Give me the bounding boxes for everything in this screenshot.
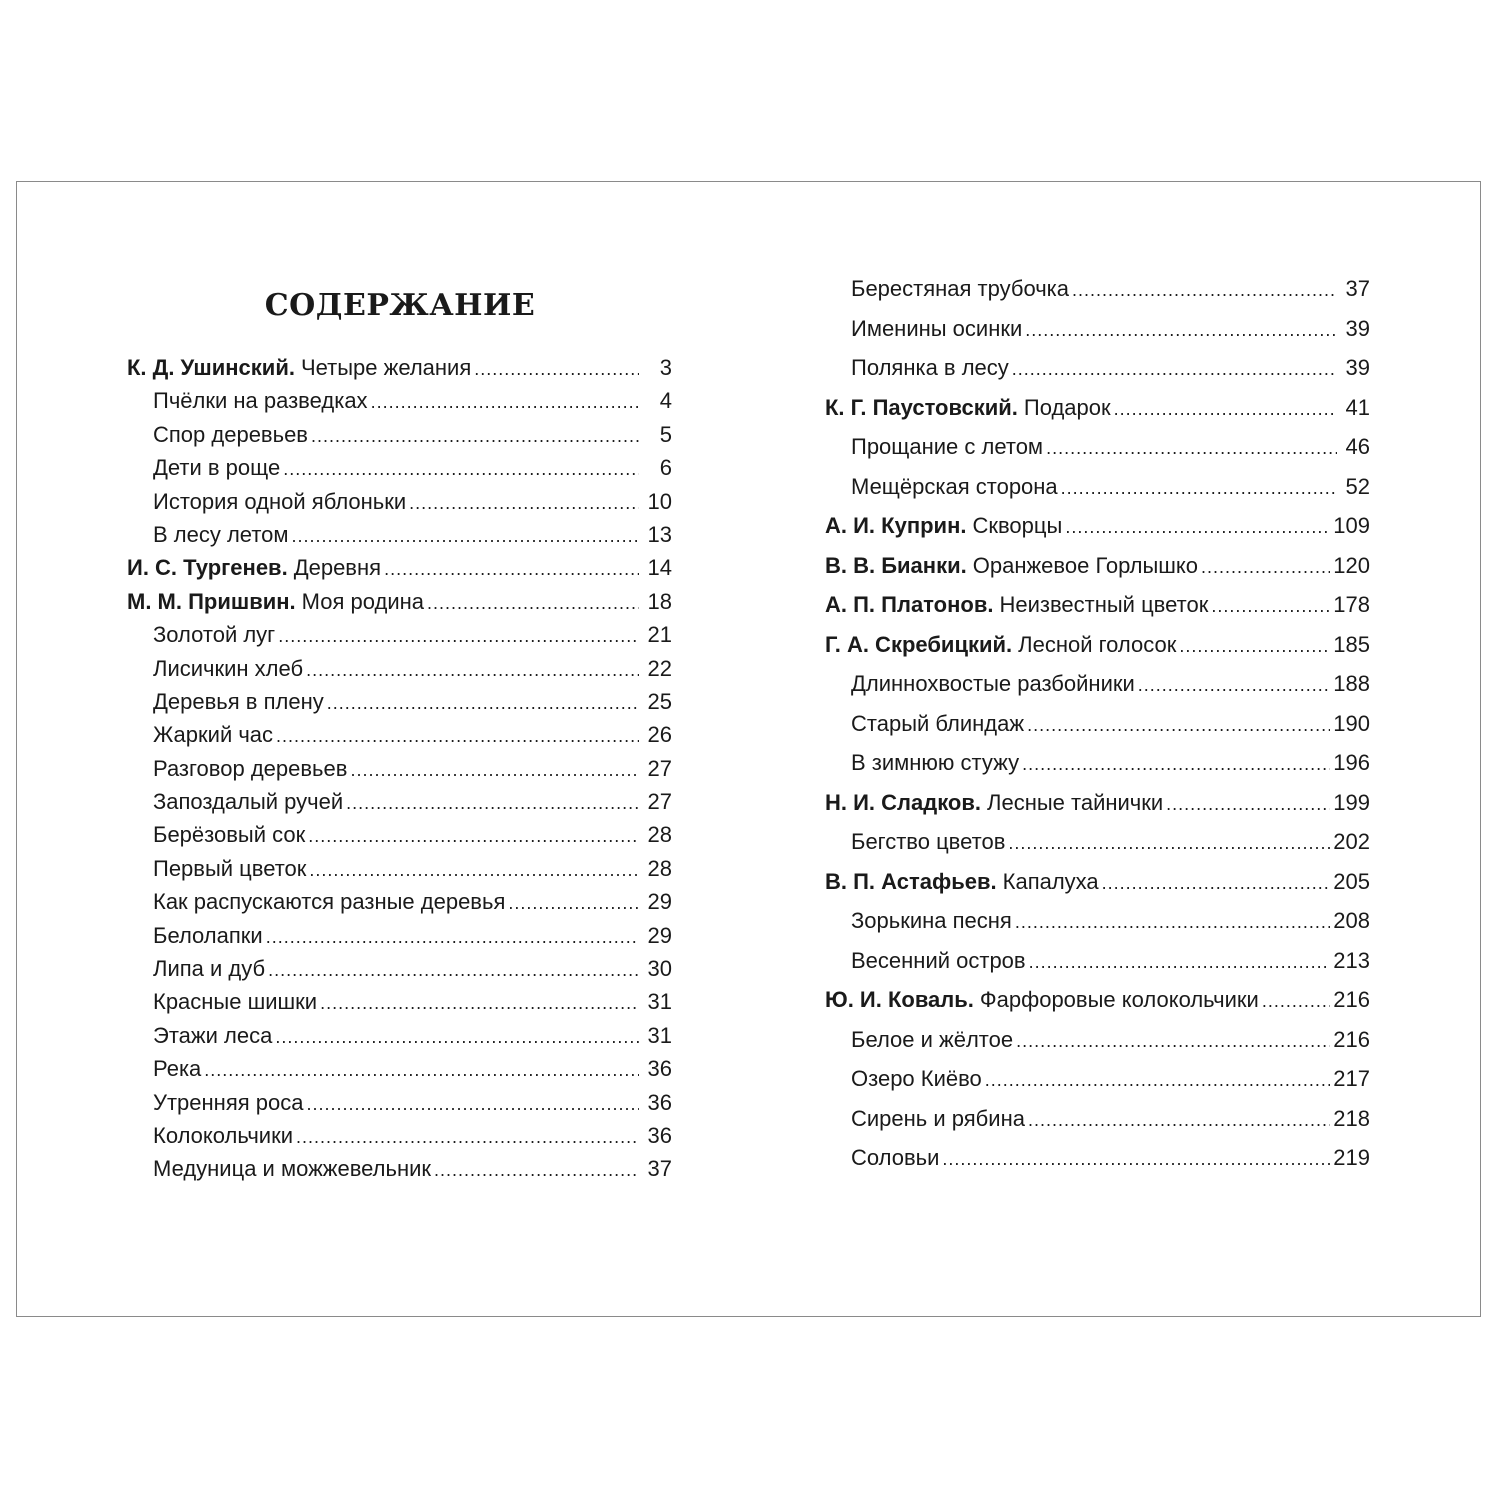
toc-page-number: 3 — [659, 355, 672, 380]
dot-leader — [350, 752, 639, 787]
dot-leader — [1015, 901, 1330, 943]
toc-entry-text — [825, 585, 1208, 625]
toc-entry — [825, 704, 1370, 744]
toc-entry — [127, 718, 672, 751]
dot-leader — [985, 1059, 1330, 1101]
toc-story-title: Лисичкин хлеб — [153, 655, 304, 681]
dot-leader — [1061, 467, 1337, 509]
toc-page-number: 202 — [1333, 829, 1370, 854]
toc-entry — [825, 901, 1370, 941]
toc-story-title: Сирень и рябина — [851, 1105, 1025, 1131]
dot-leader — [1027, 704, 1330, 746]
toc-page-number: 30 — [647, 956, 672, 982]
dot-leader — [508, 885, 639, 920]
toc-page-number: 213 — [1333, 947, 1370, 973]
toc-entry-text — [825, 546, 1198, 586]
toc-story-title: Старый блиндаж — [851, 710, 1025, 736]
dot-leader — [409, 485, 639, 520]
dot-leader — [306, 1086, 639, 1121]
toc-story-title: Капалуха — [1002, 868, 1099, 894]
toc-entry — [825, 625, 1370, 665]
toc-author: А. И. Куприн. — [825, 513, 967, 538]
toc-entry-text — [127, 652, 303, 685]
toc-entry-text — [825, 783, 1163, 823]
dot-leader — [1025, 309, 1337, 351]
dot-leader — [1022, 743, 1330, 785]
dot-leader — [427, 585, 639, 620]
toc-entry — [825, 1099, 1370, 1139]
toc-entry-text — [825, 1099, 1025, 1139]
toc-page-number: 28 — [647, 855, 672, 881]
toc-page-number: 46 — [1345, 434, 1370, 459]
toc-entry — [127, 852, 672, 885]
toc-story-title: Озеро Киёво — [851, 1066, 982, 1091]
dot-leader — [320, 985, 639, 1020]
toc-story-title: Прощание с летом — [851, 434, 1044, 459]
toc-page-number: 36 — [647, 1089, 672, 1115]
toc-entry-text — [825, 901, 1012, 941]
dot-leader — [278, 618, 639, 653]
toc-entry — [127, 384, 672, 417]
toc-author: Г. А. Скребицкий. — [825, 631, 1013, 657]
dot-leader — [434, 1152, 639, 1187]
toc-entry-text — [825, 704, 1024, 744]
toc-entry-text — [127, 1119, 293, 1152]
dot-leader — [327, 685, 639, 720]
toc-entry-text — [127, 752, 347, 785]
toc-author: Ю. И. Коваль. — [825, 987, 974, 1012]
toc-story-title: Разговор деревьев — [153, 755, 348, 781]
toc-page-number: 109 — [1333, 513, 1370, 538]
toc-story-title: Пчёлки на разведках — [153, 388, 368, 414]
toc-entry — [127, 518, 672, 551]
toc-entry-text — [825, 388, 1111, 428]
dot-leader — [384, 551, 639, 586]
toc-entry — [825, 743, 1370, 783]
toc-entry-text — [825, 980, 1259, 1020]
toc-entry — [127, 618, 672, 651]
toc-entry-text — [127, 985, 317, 1018]
toc-entry-text — [127, 518, 289, 551]
dot-leader — [1201, 546, 1330, 588]
toc-author: В. П. Астафьев. — [825, 868, 997, 894]
dot-leader — [1102, 862, 1331, 904]
toc-entry-text — [127, 485, 406, 518]
dot-leader — [266, 919, 639, 954]
toc-story-title: Лесной голосок — [1018, 631, 1177, 657]
toc-story-title: Жаркий час — [153, 722, 274, 748]
dot-leader — [1028, 1099, 1330, 1141]
dot-leader — [474, 351, 639, 386]
toc-story-title: Колокольчики — [153, 1122, 294, 1148]
dot-leader — [1016, 1020, 1330, 1062]
toc-entry-text — [127, 1086, 303, 1119]
toc-entry — [825, 862, 1370, 902]
dot-leader — [1072, 269, 1337, 311]
toc-entry-text — [825, 506, 1062, 546]
toc-page-number: 36 — [647, 1056, 672, 1082]
toc-story-title: Оранжевое Горлышко — [972, 552, 1199, 578]
toc-entry-text — [127, 1052, 201, 1085]
toc-page-number: 26 — [647, 722, 672, 748]
toc-entry-text — [825, 743, 1019, 783]
toc-page-number: 37 — [647, 1156, 672, 1182]
toc-entry-text — [127, 952, 265, 985]
dot-leader — [346, 785, 639, 820]
toc-story-title: Мещёрская сторона — [851, 473, 1058, 499]
dot-leader — [1179, 625, 1330, 667]
toc-page-number: 217 — [1333, 1066, 1370, 1091]
toc-entry — [825, 664, 1370, 704]
toc-entry — [127, 919, 672, 952]
toc-page-number: 216 — [1333, 987, 1370, 1012]
dot-leader — [292, 518, 639, 553]
toc-entry-text — [825, 1059, 982, 1099]
dot-leader — [1065, 506, 1330, 548]
dot-leader — [1138, 664, 1331, 706]
toc-entry — [127, 1152, 672, 1185]
toc-page-number: 28 — [647, 822, 672, 848]
toc-entry — [127, 985, 672, 1018]
toc-entry-text — [127, 718, 273, 751]
toc-page-number: 218 — [1333, 1105, 1370, 1131]
toc-story-title: Липа и дуб — [153, 956, 266, 982]
toc-entry-text — [825, 941, 1026, 981]
toc-page-number: 4 — [659, 388, 672, 414]
toc-story-title: Четыре желания — [300, 355, 472, 380]
toc-entry — [127, 752, 672, 785]
toc-story-title: Этажи леса — [153, 1022, 273, 1048]
page-title: СОДЕРЖАНИЕ — [264, 288, 536, 323]
toc-entry — [825, 1020, 1370, 1060]
toc-entry — [825, 309, 1370, 349]
toc-entry-text — [825, 427, 1043, 467]
toc-page-number: 29 — [647, 889, 672, 915]
toc-page-number: 31 — [647, 1022, 672, 1048]
toc-story-title: Деревья в плену — [153, 688, 324, 714]
toc-entry — [825, 546, 1370, 586]
dot-leader — [942, 1138, 1330, 1180]
toc-entry — [825, 506, 1370, 546]
toc-page-number: 41 — [1345, 394, 1370, 420]
toc-author: А. П. Платонов. — [825, 592, 994, 617]
toc-page-number: 18 — [647, 588, 672, 614]
toc-story-title: Фарфоровые колокольчики — [979, 987, 1259, 1012]
toc-entry — [127, 1052, 672, 1085]
toc-story-title: Река — [153, 1056, 202, 1082]
toc-entry — [825, 822, 1370, 862]
toc-entry — [127, 785, 672, 818]
toc-story-title: Медуница и можжевельник — [153, 1156, 432, 1182]
toc-page-number: 185 — [1333, 631, 1370, 657]
toc-page-number: 52 — [1345, 473, 1370, 499]
toc-story-title: Белое и жёлтое — [851, 1026, 1014, 1052]
toc-page-number: 22 — [647, 655, 672, 681]
toc-story-title: В зимнюю стужу — [851, 750, 1020, 775]
dot-leader — [1029, 941, 1331, 983]
toc-entry — [127, 652, 672, 685]
dot-leader — [1012, 348, 1337, 390]
toc-page-number: 205 — [1333, 868, 1370, 894]
toc-author: К. Д. Ушинский. — [127, 355, 295, 380]
toc-story-title: Подарок — [1023, 394, 1111, 420]
toc-story-title: История одной яблоньки — [153, 488, 407, 514]
toc-entry-text — [127, 384, 368, 417]
toc-entry-text — [127, 685, 324, 718]
toc-story-title: Скворцы — [972, 513, 1063, 538]
toc-page-number: 178 — [1333, 592, 1370, 617]
toc-author: И. С. Тургенев. — [127, 555, 288, 581]
dot-leader — [371, 384, 639, 419]
toc-story-title: Именины осинки — [851, 315, 1023, 341]
toc-story-title: Весенний остров — [851, 947, 1026, 973]
toc-entry — [127, 351, 672, 384]
dot-leader — [1046, 427, 1337, 469]
toc-story-title: Деревня — [293, 555, 382, 581]
toc-entry — [825, 1059, 1370, 1099]
toc-entry — [127, 451, 672, 484]
toc-entry-text — [127, 885, 505, 918]
toc-story-title: Длиннохвостые разбойники — [851, 671, 1135, 696]
toc-entry — [825, 427, 1370, 467]
toc-right-column — [825, 269, 1370, 1178]
toc-entry-text — [825, 664, 1135, 704]
dot-leader — [296, 1119, 639, 1154]
toc-story-title: Зорькина песня — [851, 908, 1012, 933]
toc-entry-text — [825, 309, 1022, 349]
toc-entry — [127, 1119, 672, 1152]
toc-author: К. Г. Паустовский. — [825, 394, 1018, 420]
toc-story-title: Неизвестный цветок — [999, 592, 1209, 617]
toc-page-number: 25 — [647, 688, 672, 714]
toc-page-number: 10 — [647, 488, 672, 514]
toc-entry-text — [127, 618, 275, 651]
toc-entry — [127, 1086, 672, 1119]
toc-entry-text — [127, 351, 471, 384]
toc-page-number: 14 — [647, 555, 672, 581]
toc-entry-text — [127, 1152, 431, 1185]
toc-page-number: 39 — [1345, 315, 1370, 341]
toc-entry — [825, 980, 1370, 1020]
toc-entry-text — [127, 585, 424, 618]
toc-entry-text — [825, 269, 1069, 309]
toc-entry — [825, 585, 1370, 625]
toc-entry — [127, 685, 672, 718]
toc-entry — [825, 388, 1370, 428]
toc-entry-text — [825, 862, 1099, 902]
dot-leader — [276, 718, 639, 753]
toc-entry-text — [127, 451, 280, 484]
toc-story-title: Берестяная трубочка — [851, 276, 1070, 301]
toc-entry-text — [825, 467, 1058, 507]
toc-page-number: 196 — [1333, 750, 1370, 775]
dot-leader — [1166, 783, 1330, 825]
toc-story-title: Красные шишки — [153, 989, 318, 1015]
toc-story-title: Бегство цветов — [851, 829, 1006, 854]
toc-entry — [127, 1019, 672, 1052]
toc-entry-text — [127, 418, 308, 451]
toc-entry — [825, 783, 1370, 823]
dot-leader — [1114, 388, 1337, 430]
toc-entry — [127, 818, 672, 851]
toc-entry — [127, 485, 672, 518]
toc-entry-text — [127, 1019, 272, 1052]
toc-story-title: Моя родина — [301, 588, 425, 614]
toc-page-number: 6 — [659, 455, 672, 481]
toc-page-number: 208 — [1333, 908, 1370, 933]
toc-author: М. М. Пришвин. — [127, 588, 296, 614]
toc-page-number: 120 — [1333, 552, 1370, 578]
dot-leader — [309, 852, 639, 887]
toc-author: Н. И. Сладков. — [825, 789, 982, 815]
toc-entry-text — [127, 785, 343, 818]
toc-entry-text — [825, 625, 1176, 665]
toc-page-number: 27 — [647, 789, 672, 815]
toc-entry — [127, 952, 672, 985]
toc-page-number: 37 — [1345, 276, 1370, 301]
toc-entry-text — [825, 1138, 939, 1178]
toc-story-title: Полянка в лесу — [851, 355, 1009, 380]
toc-story-title: Спор деревьев — [153, 421, 308, 447]
toc-story-title: Дети в роще — [153, 455, 281, 481]
toc-entry — [825, 348, 1370, 388]
toc-entry — [127, 585, 672, 618]
toc-entry-text — [825, 822, 1005, 862]
toc-story-title: Запоздалый ручей — [153, 789, 344, 815]
toc-page-number: 39 — [1345, 355, 1370, 380]
toc-entry — [127, 551, 672, 584]
toc-story-title: В лесу летом — [153, 521, 289, 547]
toc-entry-text — [127, 818, 305, 851]
toc-entry-text — [825, 348, 1009, 388]
toc-entry — [825, 269, 1370, 309]
dot-leader — [268, 952, 639, 987]
toc-page-number: 13 — [647, 521, 672, 547]
dot-leader — [283, 451, 639, 486]
toc-story-title: Утренняя роса — [153, 1089, 304, 1115]
toc-entry-text — [825, 1020, 1013, 1060]
toc-entry — [127, 885, 672, 918]
toc-story-title: Золотой луг — [153, 622, 276, 648]
toc-entry — [127, 418, 672, 451]
dot-leader — [308, 818, 639, 853]
toc-entry — [825, 467, 1370, 507]
dot-leader — [306, 652, 639, 687]
toc-entry-text — [127, 919, 263, 952]
toc-page-number: 21 — [647, 622, 672, 648]
toc-story-title: Первый цветок — [153, 855, 307, 881]
toc-page-number: 27 — [647, 755, 672, 781]
dot-leader — [204, 1052, 639, 1087]
toc-left-column — [127, 351, 672, 1186]
toc-story-title: Соловьи — [851, 1145, 940, 1170]
toc-page-number: 5 — [659, 421, 672, 447]
toc-story-title: Лесные тайнички — [987, 789, 1164, 815]
dot-leader — [275, 1019, 639, 1054]
toc-entry-text — [127, 852, 306, 885]
toc-page-number: 216 — [1333, 1026, 1370, 1052]
toc-page-number: 31 — [647, 989, 672, 1015]
toc-story-title: Как распускаются разные деревья — [153, 889, 506, 915]
toc-entry — [825, 941, 1370, 981]
toc-author: В. В. Бианки. — [825, 552, 967, 578]
dot-leader — [1008, 822, 1330, 864]
toc-page-number: 188 — [1333, 671, 1370, 696]
toc-entry — [825, 1138, 1370, 1178]
toc-entry-text — [127, 551, 381, 584]
dot-leader — [311, 418, 639, 453]
dot-leader — [1211, 585, 1330, 627]
toc-page-number: 199 — [1333, 789, 1370, 815]
dot-leader — [1262, 980, 1330, 1022]
toc-page-number: 190 — [1333, 710, 1370, 736]
toc-page-number: 36 — [647, 1122, 672, 1148]
toc-story-title: Берёзовый сок — [153, 822, 306, 848]
toc-page-number: 219 — [1333, 1145, 1370, 1170]
toc-story-title: Белолапки — [153, 922, 263, 948]
toc-page-number: 29 — [647, 922, 672, 948]
